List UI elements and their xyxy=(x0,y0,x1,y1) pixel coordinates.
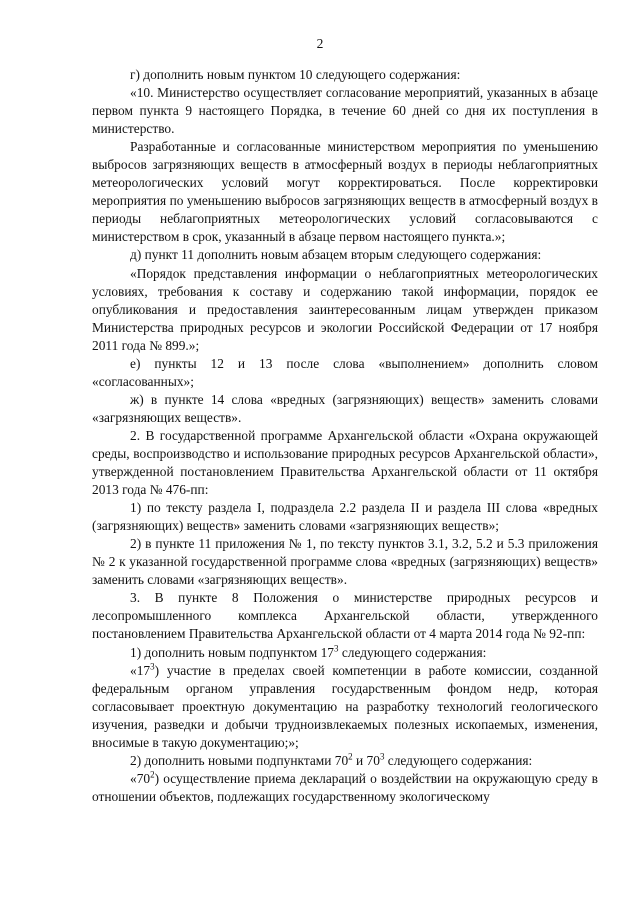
paragraph xyxy=(92,770,598,806)
page-number: 2 xyxy=(316,36,324,51)
paragraph xyxy=(92,246,598,264)
text-run: д) пункт 11 дополнить новым абзацем вторым следующего содержания: xyxy=(130,247,542,263)
text-run: 2) в пункте 11 приложения № 1, по тексту пунктов 3.1, 3.2, 5.2 и 5.3 приложения № 2 к указанной государственной программе слова «вредных (загрязняющих) веществ» заменить словами «загрязняющих веществ». xyxy=(92,536,598,588)
superscript: 2 xyxy=(348,751,353,762)
paragraph xyxy=(92,499,598,535)
text-run: «17 xyxy=(130,662,151,678)
text-run: «70 xyxy=(130,770,151,786)
text-run: ) участие в пределах своей компетенции в работе комиссии, созданной федеральным органом управления государственным фондом недр, которая согласовывает проектную документацию на разработку технологий геологического изучения, разведки и добычи трудноизвлекаемых полезных ископаемых, изменения, вносимые в такую документацию;»; xyxy=(92,662,598,750)
text-run: ж) в пункте 14 слова «вредных (загрязняющих) веществ» заменить словами «загрязняющих веществ». xyxy=(92,391,598,425)
text-run: 2) дополнить новыми подпунктами 70 xyxy=(130,752,349,768)
text-run: «Порядок представления информации о неблагоприятных метеорологических условиях, требования к составу и содержанию такой информации, порядок ее опубликования и предоставления заинтересованным лицам утвержден приказом Министерства природных ресурсов и экологии Российской Федерации от 17 ноября 2011 года № 899.»; xyxy=(92,265,598,353)
paragraph xyxy=(92,644,598,662)
text-run: е) пункты 12 и 13 после слова «выполнением» дополнить словом «согласованных»; xyxy=(92,355,598,389)
paragraph xyxy=(92,355,598,391)
text-run: «10. Министерство осуществляет согласование мероприятий, указанных в абзаце первом пункта 9 настоящего Порядка, в течение 60 дней со дня их поступления в министерство. xyxy=(92,85,598,137)
paragraph xyxy=(92,589,598,643)
superscript: 3 xyxy=(334,643,339,654)
paragraph xyxy=(92,391,598,427)
paragraph xyxy=(92,535,598,589)
text-run: следующего содержания: xyxy=(338,644,487,660)
text-run: 1) по тексту раздела I, подраздела 2.2 раздела II и раздела III слова «вредных (загрязняющих) веществ» заменить словами «загрязняющих веществ»; xyxy=(92,500,598,534)
text-run: 1) дополнить новым подпунктом 17 xyxy=(130,644,334,660)
paragraph xyxy=(92,138,598,246)
paragraph xyxy=(92,662,598,752)
paragraph xyxy=(92,66,598,84)
document-body xyxy=(92,66,598,806)
paragraph xyxy=(92,265,598,355)
paragraph xyxy=(92,752,598,770)
superscript: 3 xyxy=(379,751,385,762)
text-run: ) осуществление приема деклараций о воздействии на окружающую среду в отношении объектов, подлежащих государственному экологическому xyxy=(92,770,598,804)
text-run: г) дополнить новым пунктом 10 следующего содержания: xyxy=(130,67,461,82)
paragraph xyxy=(92,427,598,499)
text-run: следующего содержания: xyxy=(384,752,533,768)
text-run: Разработанные и согласованные министерством мероприятия по уменьшению выбросов загрязняющих веществ в атмосферный воздух в периоды неблагоприятных метеорологических условий могут корректироваться. После корректировки мероприятия по уменьшению выбросов загрязняющих веществ в атмосферный воздух в периоды неблагоприятных метеорологических условий согласовываются с министерством в срок, указанный в абзаце первом настоящего пункта.»; xyxy=(92,139,598,245)
text-run: 2. В государственной программе Архангельской области «Охрана окружающей среды, воспроизводство и использование природных ресурсов Архангельской области», утвержденной постановлением Правительства Архангельской области от 11 октября 2013 года № 476-пп: xyxy=(92,427,598,498)
text-run: 3. В пункте 8 Положения о министерстве природных ресурсов и лесопромышленного комплекса Архангельской области, утвержденного постановлением Правительства Архангельской области от 4 марта 2014 года № 92-пп: xyxy=(92,590,598,642)
superscript: 3 xyxy=(150,661,155,672)
text-run: и 70 xyxy=(352,752,380,768)
superscript: 2 xyxy=(150,769,155,780)
paragraph xyxy=(92,84,598,138)
